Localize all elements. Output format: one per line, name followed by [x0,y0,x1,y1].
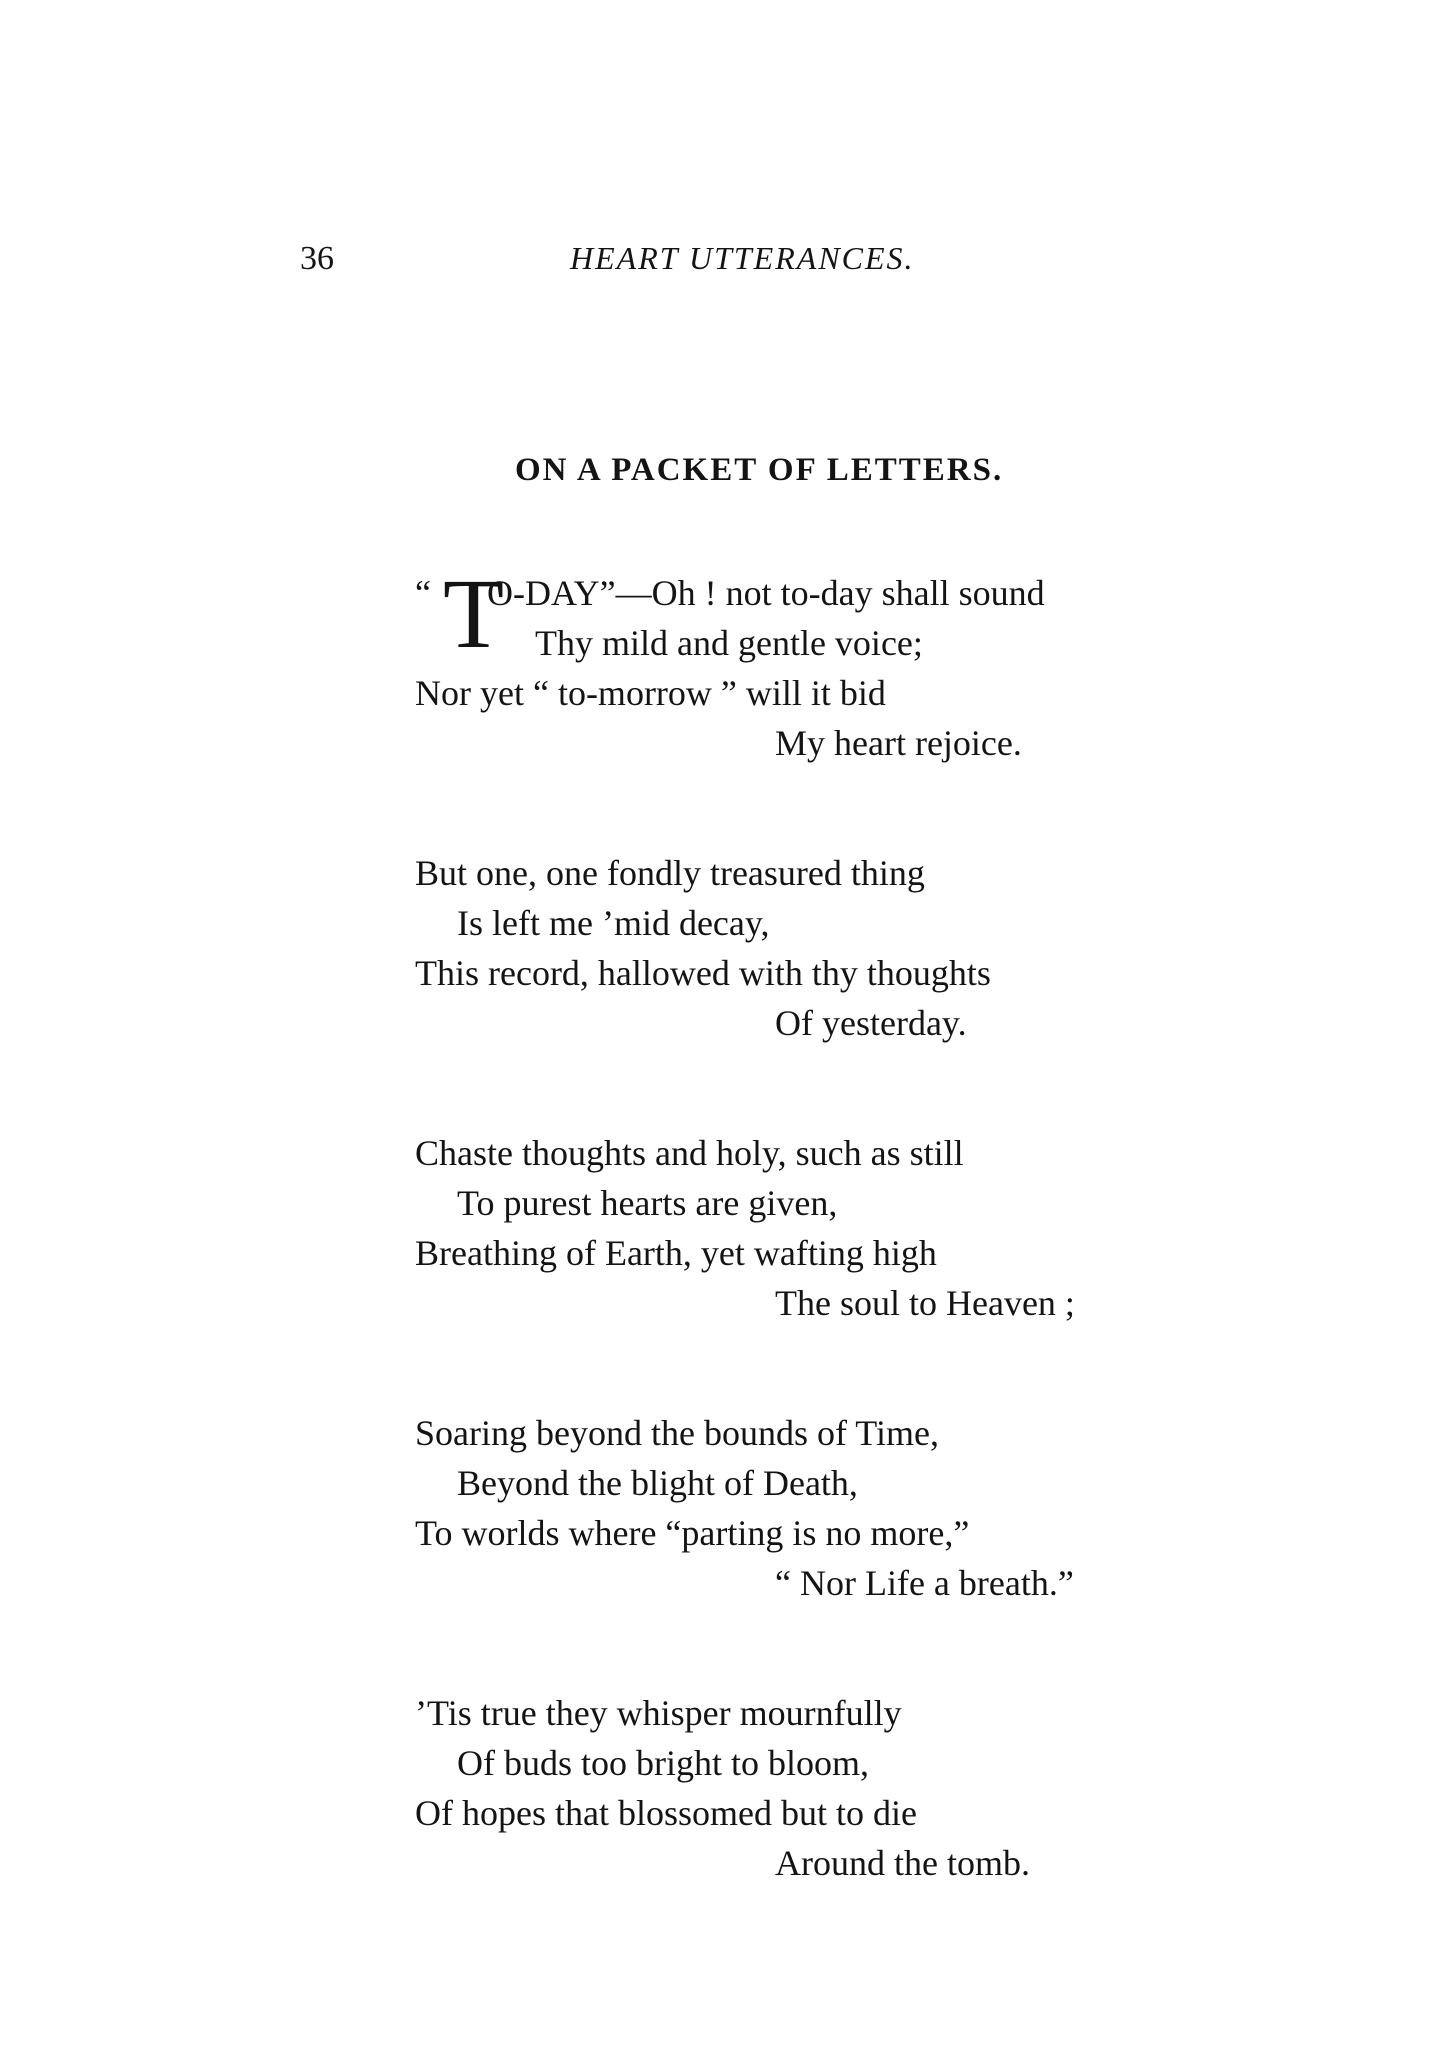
poem-line: “ Nor Life a breath.” [775,1563,1074,1603]
poem-title: ON A PACKET OF LETTERS. [515,452,1004,488]
poem-line: Beyond the blight of Death, [457,1463,858,1503]
poem-line: Nor yet “ to-morrow ” will it bid [415,673,886,713]
poem-line: Around the tomb. [775,1843,1030,1883]
poem-line: Breathing of Earth, yet wafting high [415,1233,937,1273]
stanza-3 [415,1128,1235,1328]
drop-cap: T [443,558,505,669]
poem-line: Of buds too bright to bloom, [457,1743,869,1783]
poem-line: This record, hallowed with thy thoughts [415,953,991,993]
opening-quote: “ [415,573,431,613]
poem-line: Chaste thoughts and holy, such as still [415,1133,964,1173]
poem-line: But one, one fondly treasured thing [415,853,925,893]
running-title: HEART UTTERANCES. [570,240,915,276]
poem-line: Soaring beyond the bounds of Time, [415,1413,940,1453]
poem-line: To worlds where “parting is no more,” [415,1513,970,1553]
stanza-4 [415,1408,1235,1608]
poem-line: Of hopes that blossomed but to die [415,1793,917,1833]
poem-line: My heart rejoice. [775,723,1022,763]
poem-line-text: O-DAY”—Oh ! not to-day shall sound [487,573,1045,613]
poem-line: Thy mild and gentle voice; [535,623,923,663]
stanza-1 [415,558,1235,768]
page-header [0,240,1433,290]
stanza-5 [415,1688,1235,1888]
poem-line: ’Tis true they whisper mournfully [415,1693,902,1733]
poem-line: To purest hearts are given, [457,1183,838,1223]
stanza-2 [415,848,1235,1048]
poem-line: Of yesterday. [775,1003,967,1043]
poem-body [415,558,1235,1968]
poem-line: Is left me ’mid decay, [457,903,770,943]
poem-line: The soul to Heaven ; [775,1283,1075,1323]
page-number: 36 [300,240,334,277]
